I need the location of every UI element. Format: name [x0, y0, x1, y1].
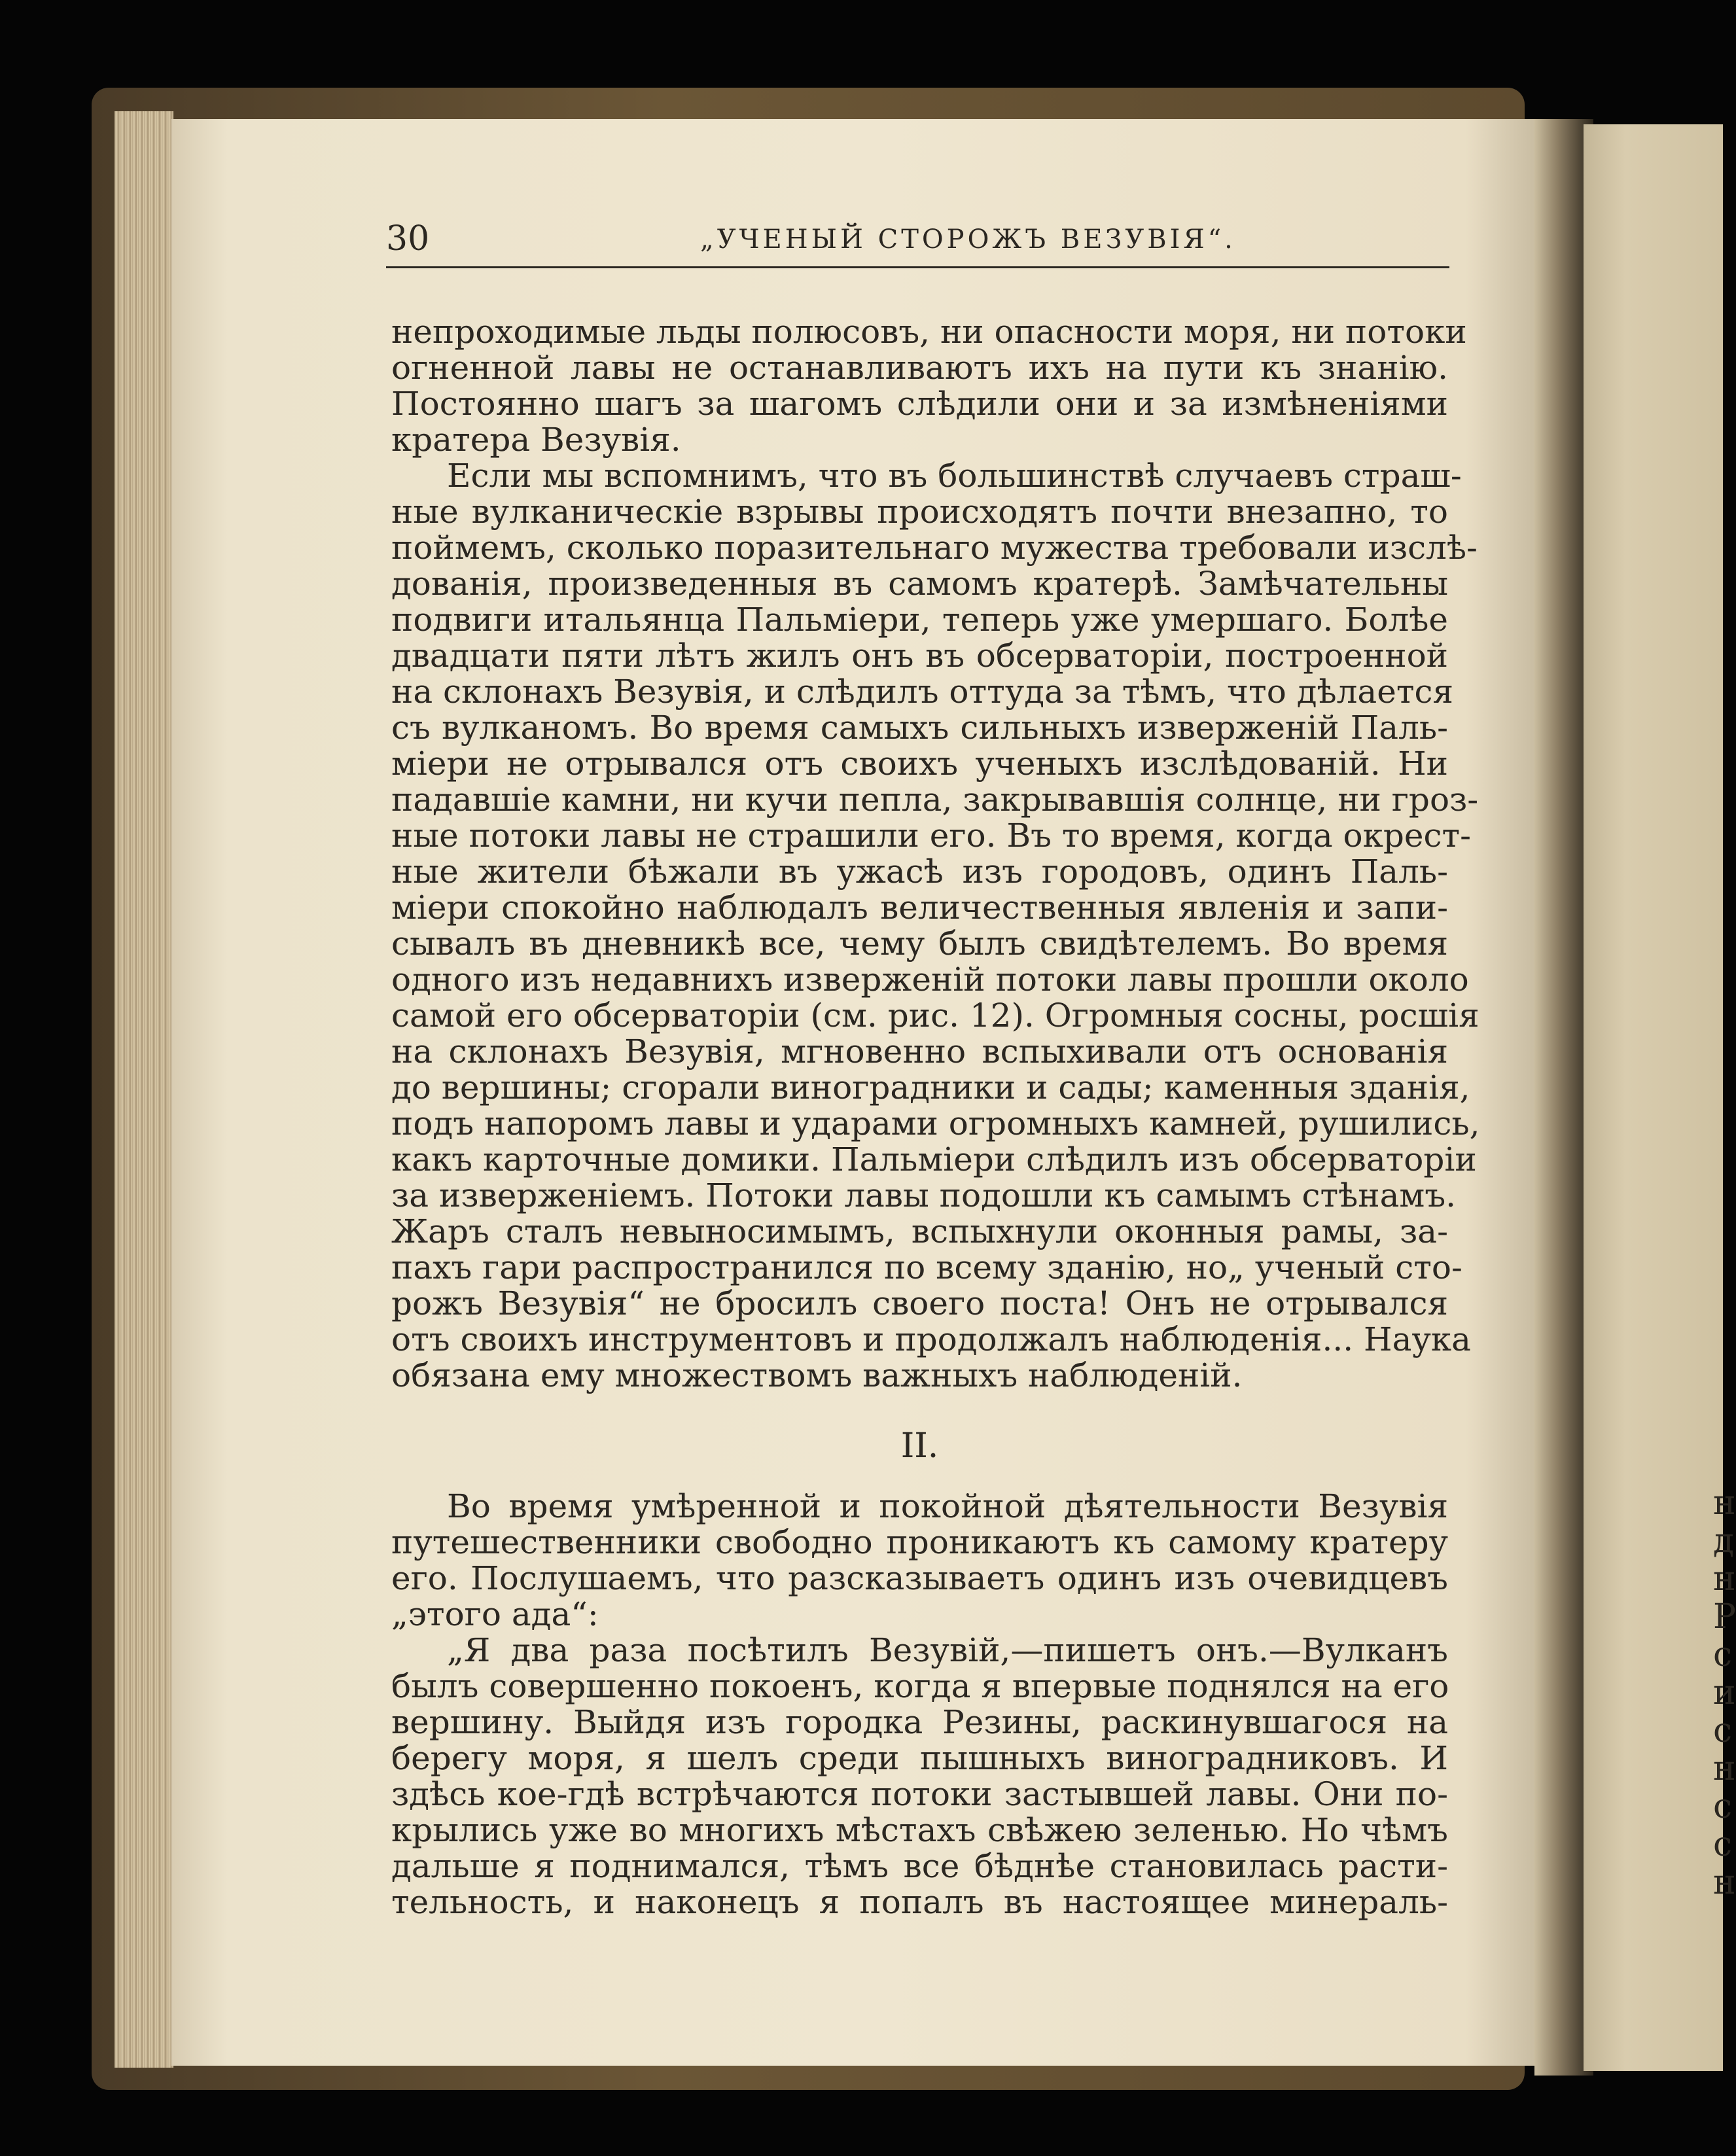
text-line: поймемъ, сколько поразительнаго мужества требовали изслѣ-	[391, 529, 1478, 567]
text-line: на склонахъ Везувія, мгновенно вспыхивали отъ основанія	[391, 1033, 1448, 1070]
text-line: крылись уже во многихъ мѣстахъ свѣжею зеленью. Но чѣмъ	[391, 1811, 1448, 1849]
right-page-fragment: н	[1713, 1749, 1736, 1788]
text-line: рожъ Везувія“ не бросилъ своего поста! Онъ не отрывался	[391, 1284, 1448, 1322]
text-line: самой его обсерваторіи (см. рис. 12). Огромныя сосны, росшія	[391, 997, 1479, 1034]
text-line: тельность, и наконецъ я попалъ въ настоящее минераль-	[391, 1883, 1448, 1921]
text-line: Постоянно шагъ за шагомъ слѣдили они и за измѣненіями	[391, 385, 1448, 423]
page-edges	[115, 111, 173, 2068]
text-line: какъ карточные домики. Пальміери слѣдилъ изъ обсерваторіи	[391, 1140, 1477, 1178]
text-line: сывалъ въ дневникѣ все, чему былъ свидѣтелемъ. Во время	[391, 925, 1448, 963]
right-page-fragment: с	[1713, 1711, 1733, 1750]
text-line: Жаръ сталъ невыносимымъ, вспыхнули оконныя рамы, за-	[391, 1212, 1448, 1250]
text-line: одного изъ недавнихъ изверженій потоки лавы прошли около	[391, 961, 1469, 998]
text-line: отъ своихъ инструментовъ и продолжалъ наблюденія... Наука	[391, 1320, 1471, 1358]
text-line: дованія, произведенныя въ самомъ кратерѣ. Замѣчательны	[391, 565, 1448, 603]
page-header	[386, 219, 1449, 268]
text-line: подъ напоромъ лавы и ударами огромныхъ камней, рушились,	[391, 1105, 1480, 1142]
text-line: „этого ада“:	[391, 1595, 599, 1633]
text-line: пахъ гари распространился по всему зданію, но„ ученый сто-	[391, 1248, 1462, 1286]
text-block-2	[391, 1489, 1448, 1920]
text-line: Если мы вспомнимъ, что въ большинствѣ случаевъ страш-	[447, 457, 1462, 495]
right-page-fragment: н	[1713, 1483, 1736, 1523]
right-page-fragment: и	[1713, 1673, 1736, 1712]
text-line: до вершины; сгорали виноградники и сады; каменныя зданія,	[391, 1069, 1470, 1106]
right-page-fragment: с	[1713, 1787, 1733, 1826]
text-line: падавшіе камни, ни кучи пепла, закрывавшія солнце, ни гроз-	[391, 781, 1479, 819]
right-page-fragment: н	[1713, 1863, 1736, 1902]
text-line: міери не отрывался отъ своихъ ученыхъ изслѣдованій. Ни	[391, 745, 1448, 783]
right-page-fragment: с	[1713, 1825, 1733, 1864]
right-page-fragment: н	[1713, 1559, 1736, 1599]
text-line: съ вулканомъ. Во время самыхъ сильныхъ изверженій Паль-	[391, 709, 1448, 747]
text-line: здѣсь кое-гдѣ встрѣчаются потоки застывшей лавы. Они по-	[391, 1775, 1448, 1813]
text-line: ные потоки лавы не страшили его. Въ то время, когда окрест-	[391, 817, 1472, 855]
text-line: „Я два раза посѣтилъ Везувій,—пишетъ онъ.—Вулканъ	[447, 1631, 1448, 1669]
text-line: вершину. Выйдя изъ городка Резины, раскинувшагося на	[391, 1703, 1448, 1741]
section-number: II.	[900, 1426, 939, 1466]
text-line: на склонахъ Везувія, и слѣдилъ оттуда за тѣмъ, что дѣлается	[391, 673, 1454, 711]
text-line: его. Послушаемъ, что разсказываетъ одинъ изъ очевидцевъ	[391, 1559, 1448, 1597]
text-line: кратера Везувія.	[391, 421, 681, 459]
text-line: берегу моря, я шелъ среди пышныхъ виноградниковъ. И	[391, 1739, 1448, 1777]
running-head: „УЧЕНЫЙ СТОРОЖЪ ВЕЗУВІЯ“.	[700, 224, 1236, 255]
text-line: Во время умѣренной и покойной дѣятельности Везувія	[447, 1487, 1448, 1525]
text-line: міери спокойно наблюдалъ величественныя явленія и запи-	[391, 889, 1448, 927]
right-page-fragment: Р	[1713, 1597, 1736, 1636]
text-line: за изверженіемъ. Потоки лавы подошли къ самымъ стѣнамъ.	[391, 1176, 1457, 1214]
text-line: обязана ему множествомъ важныхъ наблюденій.	[391, 1356, 1243, 1394]
text-line: непроходимые льды полюсовъ, ни опасности моря, ни потоки	[391, 313, 1467, 351]
right-page	[1584, 124, 1736, 2071]
right-page-fragment: д	[1713, 1521, 1735, 1561]
page-number: 30	[386, 219, 430, 258]
text-line: дальше я поднимался, тѣмъ все бѣднѣе становилась расти-	[391, 1847, 1448, 1885]
right-page-text-fragments	[1713, 1483, 1736, 1902]
text-line: путешественники свободно проникаютъ къ самому кратеру	[391, 1523, 1448, 1561]
text-line: огненной лавы не останавливаютъ ихъ на пути къ знанію.	[391, 349, 1448, 387]
text-line: ные жители бѣжали въ ужасѣ изъ городовъ, одинъ Паль-	[391, 853, 1448, 891]
text-line: былъ совершенно покоенъ, когда я впервые поднялся на его	[391, 1667, 1449, 1705]
text-line: ные вулканическіе взрывы происходятъ почти внезапно, то	[391, 493, 1448, 531]
text-line: двадцати пяти лѣтъ жилъ онъ въ обсерваторіи, построенной	[391, 637, 1448, 675]
right-page-fragment: с	[1713, 1635, 1733, 1674]
text-line: подвиги итальянца Пальміери, теперь уже умершаго. Болѣе	[391, 601, 1448, 639]
text-block-1	[391, 313, 1480, 1394]
